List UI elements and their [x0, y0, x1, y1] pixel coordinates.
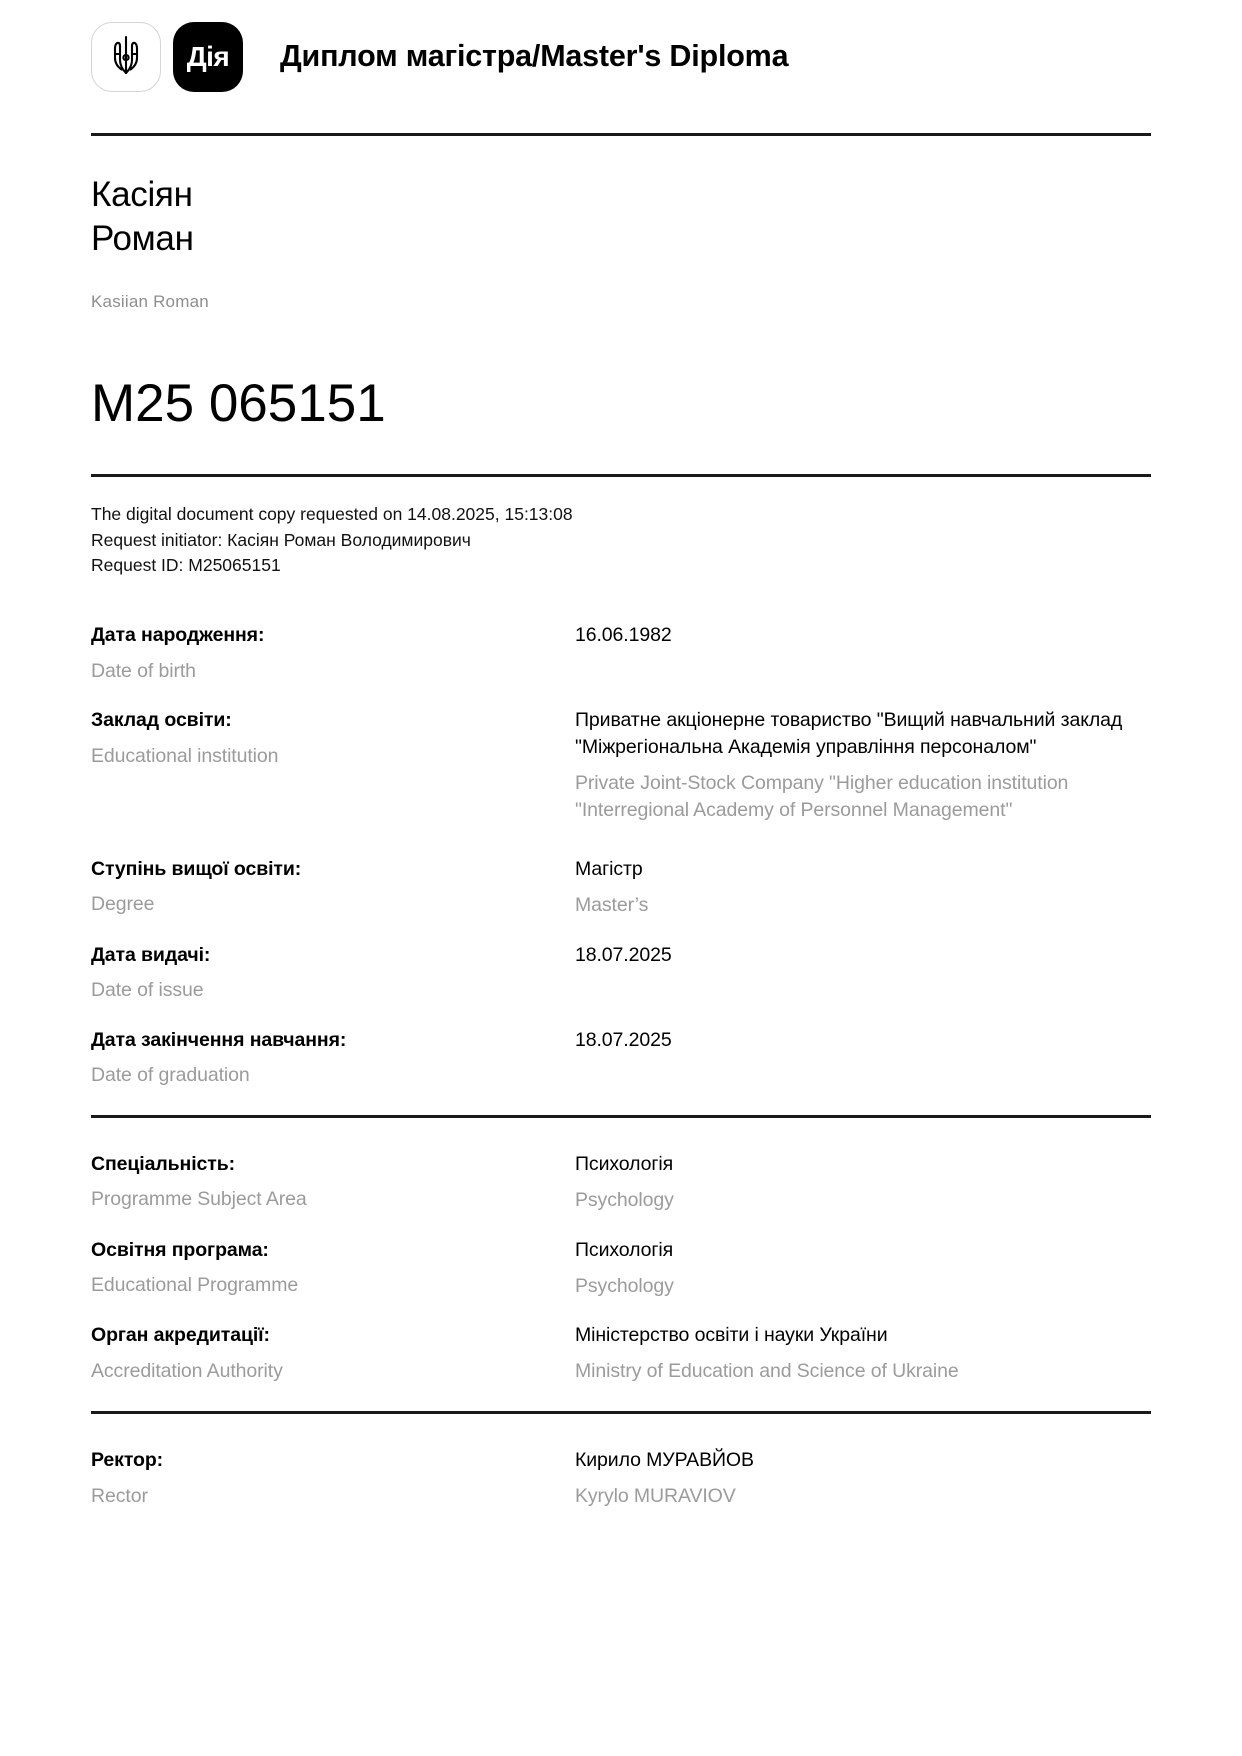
term-ua: Дата народження:	[91, 624, 265, 647]
holder-name	[91, 173, 1151, 261]
request-metadata	[91, 502, 1151, 578]
term-en: Educational Programme	[91, 1274, 299, 1297]
page-title: Диплом магістра/Master's Diploma	[280, 39, 789, 74]
diia-logo	[173, 22, 243, 92]
holder-name-latin: Kasiian Roman	[91, 292, 209, 312]
value-ua: 16.06.1982	[575, 624, 672, 647]
value-ua: Психологія	[575, 1238, 674, 1261]
value-ua: Кирило МУРАВЙОВ	[575, 1449, 754, 1472]
term-ua: Освітня програма:	[91, 1238, 269, 1261]
header-divider	[91, 133, 1151, 136]
term-en: Accreditation Authority	[91, 1359, 283, 1382]
field-label-date-of-birth	[91, 622, 575, 684]
value-en: Ministry of Education and Science of Ukraine	[575, 1360, 959, 1383]
term-en: Date of birth	[91, 659, 196, 682]
value-en: Master’s	[575, 893, 649, 916]
field-value-date-of-graduation	[575, 1027, 1151, 1054]
value-ua: Міністерство освіти і науки України	[575, 1324, 888, 1347]
value-en: Psychology	[575, 1274, 674, 1297]
diia-logo-text: Дія	[186, 41, 230, 72]
term-en: Date of graduation	[91, 1064, 250, 1087]
document-number: M25 065151	[91, 374, 386, 434]
value-ua: Магістр	[575, 857, 643, 880]
field-label-educational-institution	[91, 707, 575, 769]
field-label-degree	[91, 856, 575, 918]
document-header	[91, 0, 1151, 92]
field-row-rector	[91, 1447, 1151, 1510]
identity-divider	[91, 474, 1151, 477]
field-row-accreditation-authority	[91, 1322, 1151, 1385]
field-label-rector	[91, 1447, 575, 1509]
term-ua: Ступінь вищої освіти:	[91, 857, 302, 880]
term-en: Degree	[91, 893, 155, 916]
field-label-date-of-graduation	[91, 1027, 575, 1089]
signatory-section-divider	[91, 1411, 1151, 1414]
primary-fields	[91, 622, 1151, 1089]
value-ua: 18.07.2025	[575, 1028, 672, 1051]
term-ua: Заклад освіти:	[91, 709, 232, 732]
term-en: Educational institution	[91, 744, 279, 767]
field-value-date-of-birth	[575, 622, 1151, 649]
ukraine-trident-emblem-icon	[91, 22, 161, 92]
value-ua: 18.07.2025	[575, 943, 672, 966]
field-value-educational-programme	[575, 1237, 1151, 1300]
value-en: Kyrylo MURAVIOV	[575, 1485, 736, 1508]
term-en: Programme Subject Area	[91, 1188, 307, 1211]
field-row-date-of-graduation	[91, 1027, 1151, 1089]
request-id: Request ID: M25065151	[91, 554, 281, 575]
term-ua: Орган акредитації:	[91, 1324, 270, 1347]
value-ua: Приватне акціонерне товариство "Вищий навчальний заклад "Міжрегіональна Академія управління персоналом"	[575, 709, 1123, 759]
signatory-fields	[91, 1447, 1151, 1510]
field-row-date-of-birth	[91, 622, 1151, 684]
field-row-date-of-issue	[91, 942, 1151, 1004]
field-value-educational-institution	[575, 707, 1151, 824]
term-en: Date of issue	[91, 979, 204, 1002]
value-en: Psychology	[575, 1188, 674, 1211]
field-value-accreditation-authority	[575, 1322, 1151, 1385]
field-row-subject-area	[91, 1151, 1151, 1214]
programme-section-divider	[91, 1115, 1151, 1118]
programme-fields	[91, 1151, 1151, 1385]
field-value-rector	[575, 1447, 1151, 1510]
field-value-subject-area	[575, 1151, 1151, 1214]
term-ua: Дата видачі:	[91, 943, 211, 966]
holder-name-first-line: Касіян	[91, 175, 193, 214]
field-value-degree	[575, 856, 1151, 919]
field-label-date-of-issue	[91, 942, 575, 1004]
term-ua: Спеціальність:	[91, 1152, 236, 1175]
value-ua: Психологія	[575, 1152, 674, 1175]
term-en: Rector	[91, 1484, 148, 1507]
field-row-degree	[91, 856, 1151, 919]
field-label-subject-area	[91, 1151, 575, 1213]
field-row-educational-programme	[91, 1237, 1151, 1300]
field-value-date-of-issue	[575, 942, 1151, 969]
field-row-educational-institution	[91, 707, 1151, 824]
field-label-accreditation-authority	[91, 1322, 575, 1384]
value-en: Private Joint-Stock Company "Higher education institution "Interregional Academy of Personnel Management"	[575, 772, 1069, 822]
request-timestamp: The digital document copy requested on 14.08.2025, 15:13:08	[91, 504, 573, 525]
term-ua: Дата закінчення навчання:	[91, 1028, 347, 1051]
request-initiator: Request initiator: Касіян Роман Володимирович	[91, 529, 471, 550]
term-ua: Ректор:	[91, 1449, 164, 1472]
field-label-educational-programme	[91, 1237, 575, 1299]
holder-name-second-line: Роман	[91, 219, 194, 259]
